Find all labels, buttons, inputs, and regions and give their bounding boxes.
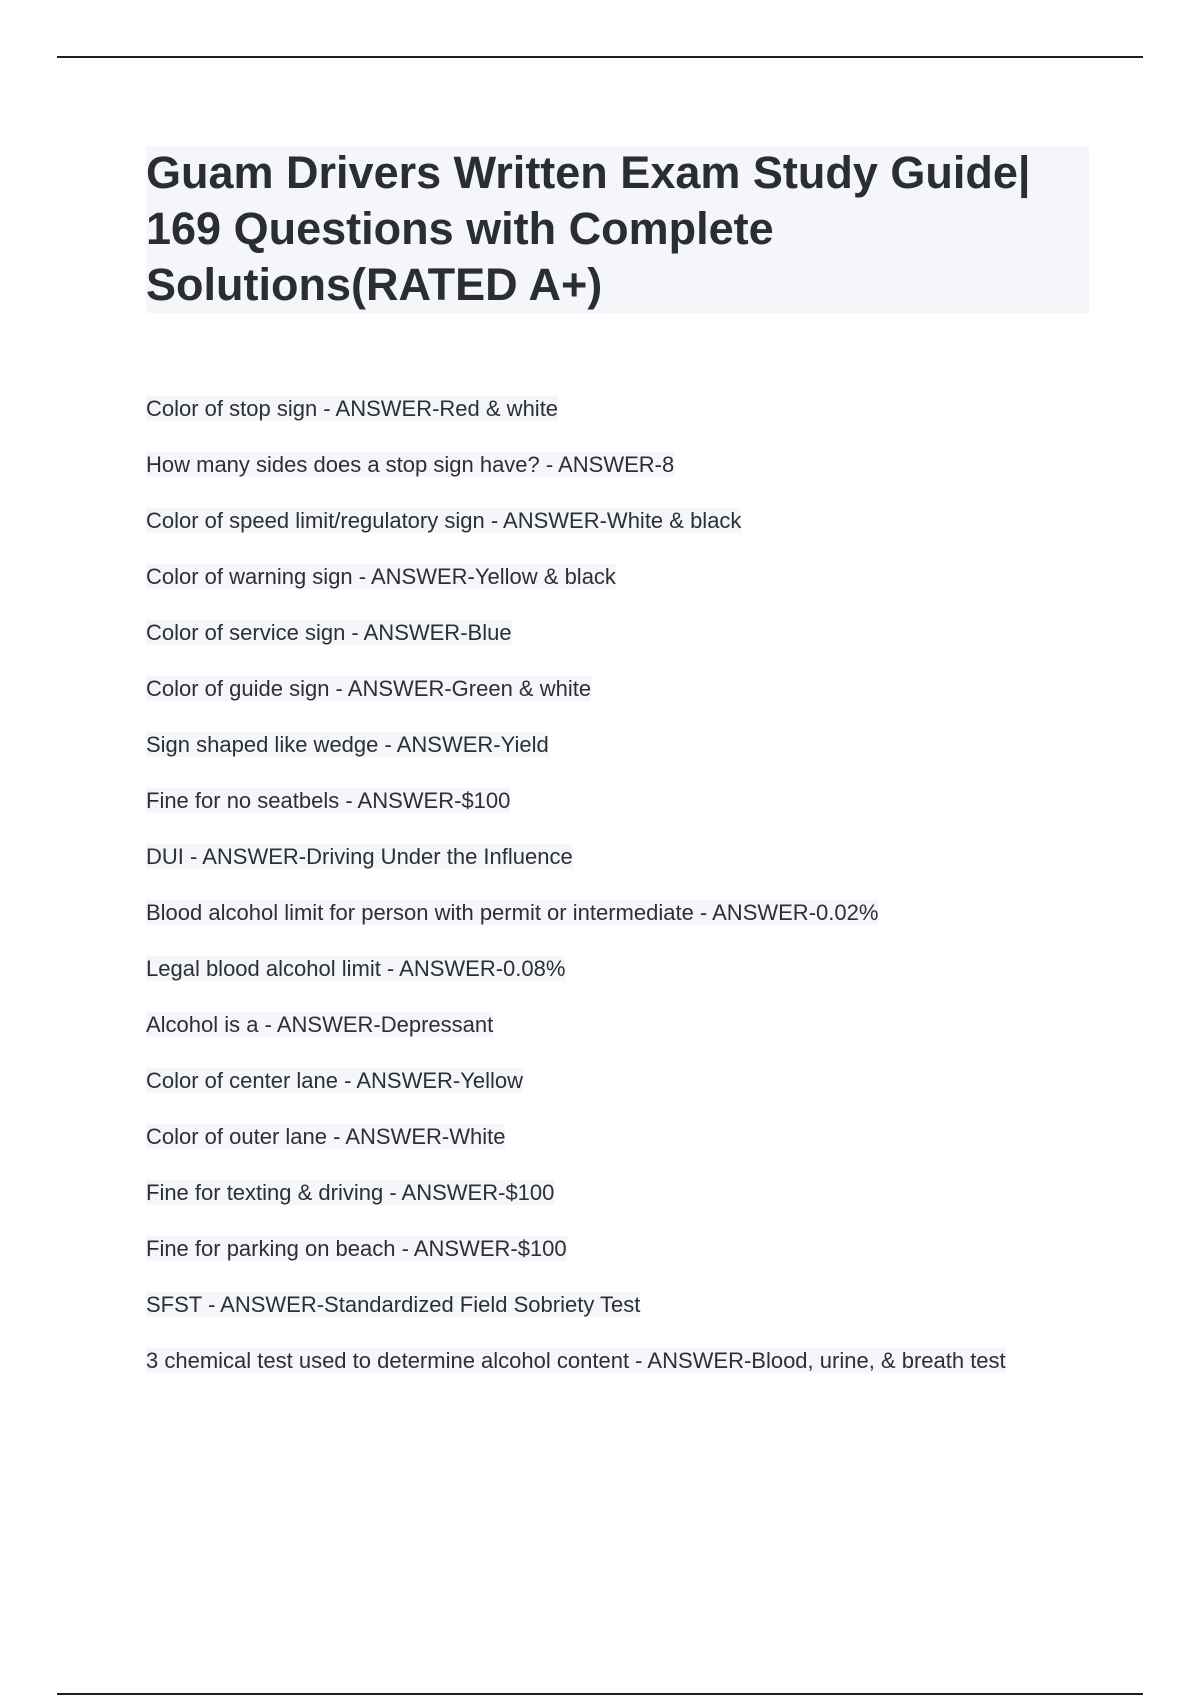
qa-text: Color of warning sign - ANSWER-Yellow & black	[146, 564, 616, 589]
qa-item	[146, 1178, 1066, 1207]
qa-item	[146, 730, 1066, 759]
qa-text: Fine for no seatbels - ANSWER-$100	[146, 788, 511, 813]
qa-text: Fine for texting & driving - ANSWER-$100	[146, 1180, 555, 1205]
qa-item	[146, 1290, 1066, 1319]
qa-text: Sign shaped like wedge - ANSWER-Yield	[146, 732, 549, 757]
top-rule	[57, 56, 1143, 58]
qa-item	[146, 1234, 1066, 1263]
qa-list	[146, 394, 1066, 1402]
qa-item	[146, 1066, 1066, 1095]
qa-text: DUI - ANSWER-Driving Under the Influence	[146, 844, 573, 869]
bottom-rule	[57, 1693, 1143, 1695]
qa-text: Color of stop sign - ANSWER-Red & white	[146, 396, 559, 421]
document-title: Guam Drivers Written Exam Study Guide| 169 Questions with Complete Solutions(RATED A+)	[146, 147, 1031, 310]
qa-text: Color of outer lane - ANSWER-White	[146, 1124, 506, 1149]
qa-text: Alcohol is a - ANSWER-Depressant	[146, 1012, 494, 1037]
qa-text: How many sides does a stop sign have? - ANSWER-8	[146, 452, 675, 477]
qa-item	[146, 786, 1066, 815]
qa-item	[146, 618, 1066, 647]
qa-text: SFST - ANSWER-Standardized Field Sobriety Test	[146, 1292, 641, 1317]
qa-text: Color of service sign - ANSWER-Blue	[146, 620, 512, 645]
qa-item	[146, 954, 1066, 983]
qa-item	[146, 506, 1066, 535]
qa-text: Color of guide sign - ANSWER-Green & white	[146, 676, 592, 701]
qa-item	[146, 562, 1066, 591]
qa-item	[146, 842, 1066, 871]
qa-item	[146, 394, 1066, 423]
qa-text: 3 chemical test used to determine alcohol content - ANSWER-Blood, urine, & breath test	[146, 1348, 1006, 1373]
qa-text: Blood alcohol limit for person with permit or intermediate - ANSWER-0.02%	[146, 900, 879, 925]
qa-item	[146, 1122, 1066, 1151]
qa-item	[146, 1346, 1066, 1375]
qa-text: Color of center lane - ANSWER-Yellow	[146, 1068, 524, 1093]
qa-item	[146, 674, 1066, 703]
qa-item	[146, 898, 1066, 927]
qa-text: Color of speed limit/regulatory sign - ANSWER-White & black	[146, 508, 742, 533]
qa-text: Fine for parking on beach - ANSWER-$100	[146, 1236, 567, 1261]
qa-item	[146, 1010, 1066, 1039]
qa-text: Legal blood alcohol limit - ANSWER-0.08%	[146, 956, 566, 981]
qa-item	[146, 450, 1066, 479]
